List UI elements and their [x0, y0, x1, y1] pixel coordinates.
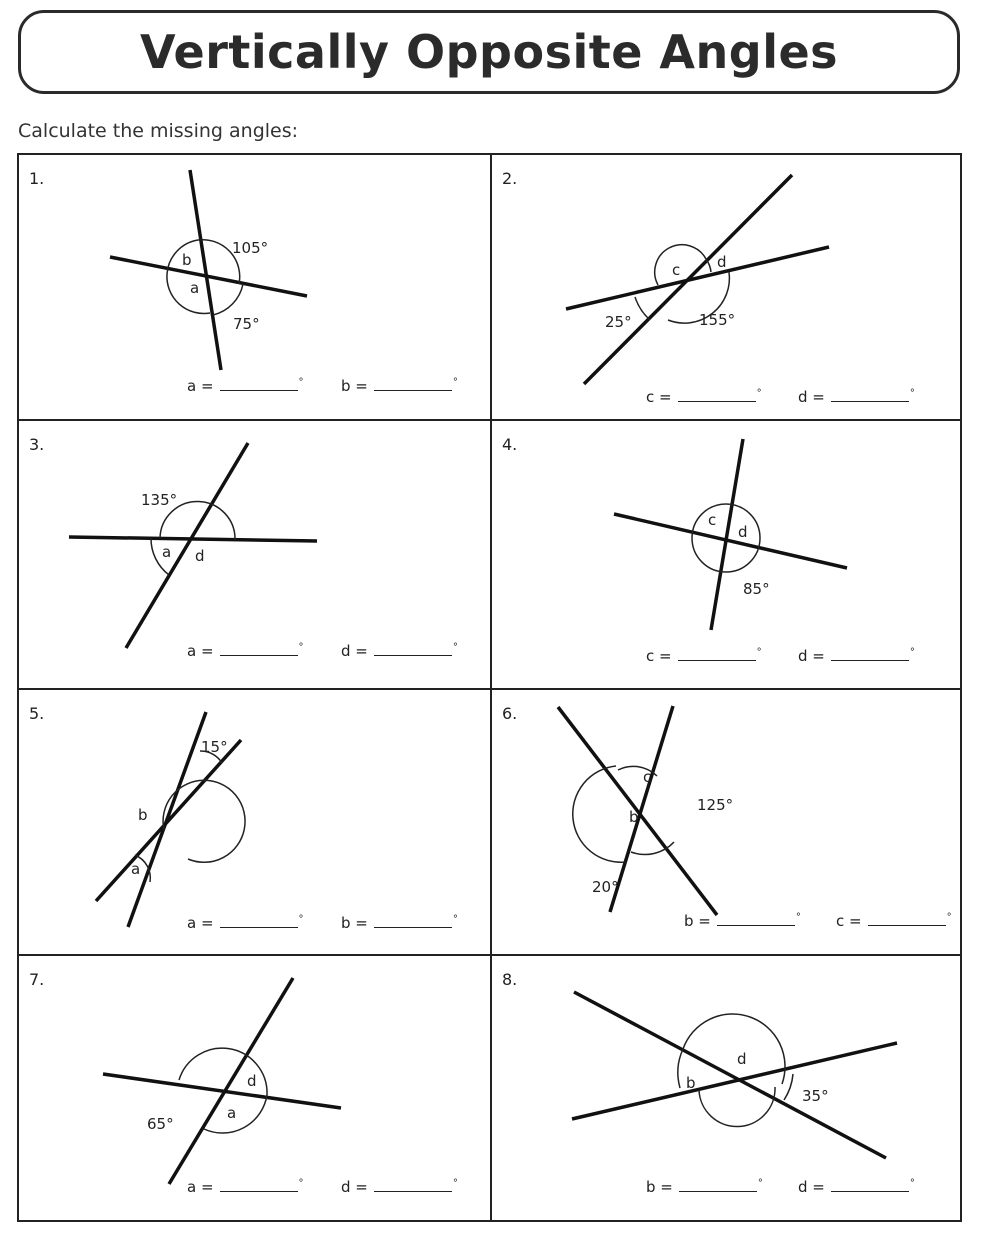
answer-blank[interactable]	[374, 643, 452, 656]
answer-label: b =	[341, 914, 368, 932]
angle-label-d: d	[247, 1072, 257, 1090]
problem-8	[492, 956, 962, 1222]
angle-given-1: 135°	[141, 491, 178, 509]
answer-blank[interactable]	[220, 643, 298, 656]
answer-blank[interactable]	[717, 913, 795, 926]
answer-c[interactable]	[836, 912, 952, 930]
answer-c[interactable]	[646, 388, 762, 406]
angle-given-1: 105°	[232, 239, 269, 257]
angle-given-1: 25°	[605, 313, 632, 331]
answer-blank[interactable]	[679, 1179, 757, 1192]
angle-label-d: d	[195, 547, 205, 565]
problem-number: 5.	[29, 704, 45, 723]
answer-a[interactable]	[187, 642, 304, 660]
answer-label: d =	[798, 647, 825, 665]
answer-blank[interactable]	[374, 915, 452, 928]
answer-blank[interactable]	[831, 648, 909, 661]
problem-5	[19, 690, 491, 955]
degree-symbol: °	[298, 642, 304, 653]
answer-d[interactable]	[798, 647, 915, 665]
angle-label-d: d	[738, 523, 748, 541]
angle-label-b: b	[138, 806, 148, 824]
problem-7	[19, 956, 491, 1222]
problem-number: 2.	[502, 169, 518, 188]
answer-blank[interactable]	[374, 378, 452, 391]
angle-label-a: a	[131, 860, 141, 878]
problem-2-diagram	[492, 155, 962, 420]
title-box	[18, 10, 960, 94]
answer-d[interactable]	[798, 1178, 915, 1196]
answer-a[interactable]	[187, 1178, 304, 1196]
answer-d[interactable]	[798, 388, 915, 406]
answer-c[interactable]	[646, 647, 762, 665]
answer-b[interactable]	[341, 914, 458, 932]
angle-given-1: 85°	[743, 580, 770, 598]
answer-a[interactable]	[187, 914, 304, 932]
degree-symbol: °	[452, 1178, 458, 1189]
problem-number: 8.	[502, 970, 518, 989]
angle-label-a: a	[227, 1104, 237, 1122]
problem-1	[19, 155, 491, 420]
answer-label: b =	[341, 377, 368, 395]
answer-label: a =	[187, 1178, 214, 1196]
answer-blank[interactable]	[868, 913, 946, 926]
angle-label-c: c	[643, 768, 652, 786]
answer-blank[interactable]	[374, 1179, 452, 1192]
angle-label-c: c	[708, 511, 717, 529]
degree-symbol: °	[756, 647, 762, 658]
answer-blank[interactable]	[220, 915, 298, 928]
answer-label: d =	[341, 1178, 368, 1196]
answer-blank[interactable]	[831, 389, 909, 402]
problem-grid	[17, 153, 962, 1222]
problem-6	[492, 690, 962, 955]
problem-number: 7.	[29, 970, 45, 989]
degree-symbol: °	[298, 377, 304, 388]
degree-symbol: °	[452, 914, 458, 925]
degree-symbol: °	[452, 642, 458, 653]
problem-4	[492, 421, 962, 689]
angle-label-d: d	[737, 1050, 747, 1068]
angle-given-1: 125°	[697, 796, 734, 814]
answer-label: c =	[646, 647, 672, 665]
answer-b[interactable]	[341, 377, 458, 395]
angle-given-1: 65°	[147, 1115, 174, 1133]
answer-a[interactable]	[187, 377, 304, 395]
angle-label-b: b	[629, 808, 639, 826]
answer-blank[interactable]	[220, 1179, 298, 1192]
answer-label: d =	[798, 388, 825, 406]
degree-symbol: °	[909, 388, 915, 399]
answer-label: d =	[341, 642, 368, 660]
answer-label: a =	[187, 377, 214, 395]
problem-number: 3.	[29, 435, 45, 454]
degree-symbol: °	[298, 914, 304, 925]
answer-label: a =	[187, 642, 214, 660]
problem-number: 6.	[502, 704, 518, 723]
answer-label: b =	[684, 912, 711, 930]
angle-given-2: 75°	[233, 315, 260, 333]
angle-label-b: b	[686, 1074, 696, 1092]
angle-label-b: b	[182, 251, 192, 269]
degree-symbol: °	[452, 377, 458, 388]
angle-given-2: 20°	[592, 878, 619, 896]
angle-label-a: a	[190, 279, 200, 297]
answer-label: c =	[646, 388, 672, 406]
degree-symbol: °	[909, 1178, 915, 1189]
page-title: Vertically Opposite Angles	[139, 25, 839, 79]
degree-symbol: °	[756, 388, 762, 399]
answer-b[interactable]	[646, 1178, 763, 1196]
answer-d[interactable]	[341, 642, 458, 660]
degree-symbol: °	[757, 1178, 763, 1189]
answer-blank[interactable]	[678, 648, 756, 661]
answer-label: d =	[798, 1178, 825, 1196]
degree-symbol: °	[795, 912, 801, 923]
instruction-text: Calculate the missing angles:	[18, 120, 299, 142]
answer-label: b =	[646, 1178, 673, 1196]
angle-given-1: 35°	[802, 1087, 829, 1105]
problem-number: 1.	[29, 169, 45, 188]
degree-symbol: °	[909, 647, 915, 658]
angle-label-c: c	[672, 261, 681, 279]
answer-b[interactable]	[684, 912, 801, 930]
answer-label: c =	[836, 912, 862, 930]
angle-given-1: 15°	[201, 738, 228, 756]
problem-3	[19, 421, 491, 689]
answer-blank[interactable]	[678, 389, 756, 402]
answer-blank[interactable]	[220, 378, 298, 391]
angle-label-a: a	[162, 543, 172, 561]
answer-d[interactable]	[341, 1178, 458, 1196]
angle-label-d: d	[717, 253, 727, 271]
problem-number: 4.	[502, 435, 518, 454]
problem-2	[492, 155, 962, 420]
degree-symbol: °	[298, 1178, 304, 1189]
degree-symbol: °	[946, 912, 952, 923]
answer-label: a =	[187, 914, 214, 932]
answer-blank[interactable]	[831, 1179, 909, 1192]
angle-given-2: 155°	[699, 311, 736, 329]
